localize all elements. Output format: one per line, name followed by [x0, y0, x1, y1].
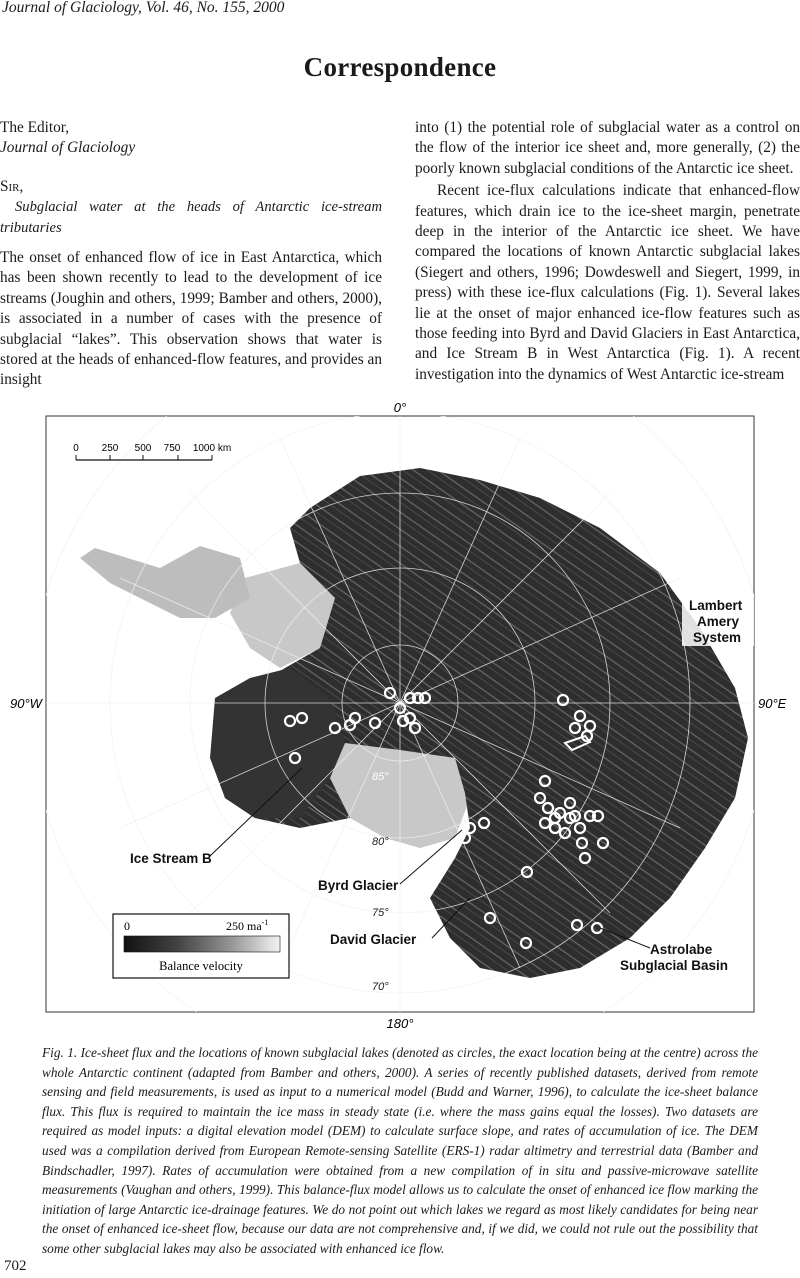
label-lambert-3: System — [693, 630, 742, 645]
scale-tick-500: 500 — [134, 443, 152, 454]
paragraph-1-continued: into (1) the potential role of subglacial water as a control on the flow of the interior ice sheet and, more generally, (2) the poorly known subglacial conditions of the Antarctic ice sheet. — [415, 119, 800, 177]
lat-70-label: 70° — [372, 981, 389, 993]
paragraph-2: Recent ice-flux calculations indicate that enhanced-flow features, which drain ice to the ice-sheet margin, penetrate deep in the interior of the Antarctic ice sheet. We have compared the locations of known Antarctic subglacial lakes (Siegert and others, 1996; Dowdeswell and Siegert, 1999, in press) with these ice-flux calculations (Fig. 1). Several lakes lie at the onset of major enhanced ice-flow features such as those feeding into Byrd and David Glaciers in East Antarctica, and Ice Stream B in West Antarctica (Fig. 1). A recent investigation into the dynamics of West Antarctic ice-stream — [415, 182, 800, 383]
lat-85-label: 85° — [372, 771, 389, 783]
left-column — [0, 118, 382, 391]
paragraph-1: The onset of enhanced flow of ice in East Antarctica, which has been shown recently to lead to the development of ice streams (Joughin and others, 1999; Bamber and others, 2000), is associated in a number of cases with the presence of subglacial “lakes”. This observation shows that water is stored at the heads of enhanced-flow features, and provides an insight — [0, 249, 382, 389]
scale-tick-250: 250 — [101, 443, 119, 454]
salutation: Sir, — [0, 177, 24, 195]
balance-velocity-legend — [113, 914, 289, 978]
journal-name: Journal of Glaciology — [0, 139, 136, 157]
address-block — [0, 118, 382, 159]
lon-90w-label: 90°W — [10, 696, 42, 711]
lat-80-label: 80° — [372, 836, 389, 848]
label-byrd-glacier: Byrd Glacier — [318, 878, 399, 893]
antarctica-map — [0, 398, 800, 1038]
label-astrolabe-1: Astrolabe — [650, 942, 713, 957]
label-lambert-2: Amery — [697, 614, 740, 629]
scale-tick-1000: 1000 km — [192, 443, 232, 454]
lon-180-label: 180° — [386, 1016, 414, 1031]
addressee: The Editor, — [0, 119, 70, 136]
lon-0-label: 0° — [393, 400, 407, 415]
page-number: 702 — [4, 1258, 27, 1274]
legend-min: 0 — [124, 919, 130, 933]
label-david-glacier: David Glacier — [330, 932, 417, 947]
legend-max: 250 $ma^{-1}$ — [226, 918, 269, 933]
journal-header: Journal of Glaciology, Vol. 46, No. 155, 2000 — [2, 0, 285, 16]
section-title: Correspondence — [303, 52, 497, 82]
label-lambert-1: Lambert — [689, 598, 743, 613]
scale-tick-0: 0 — [73, 443, 79, 454]
right-column — [415, 118, 800, 385]
label-astrolabe-2: Subglacial Basin — [620, 958, 729, 973]
scale-tick-750: 750 — [163, 443, 181, 454]
letter-subtitle: Subglacial water at the heads of Antarctic ice-stream tributaries — [0, 199, 382, 236]
lat-75-label: 75° — [372, 907, 389, 919]
label-ice-stream-b: Ice Stream B — [130, 851, 212, 866]
legend-title: Balance velocity — [159, 959, 243, 973]
figure-caption: Fig. 1. Ice-sheet flux and the locations of known subglacial lakes (denoted as circles, the exact location being at the centre) across the whole Antarctic continent (adapted from Bamber and others, 2000). A series of recently published datasets, derived from remote sensing and field measurements, is used as input to a numerical model (Budd and Warner, 1996), to calculate the ice-sheet balance flux. This flux is required to maintain the ice mass in steady state (i.e. where the mass gains equal the losses). Two datasets are required as model inputs: a digital elevation model (DEM) to calculate surface slope, and rates of accumulation of ice. The DEM used was a compilation derived from European Remote-sensing Satellite (ERS-1) radar altimetry and terrestrial data (Bamber and Bindschadler, 1997). Rates of accumulation were obtained from a new compilation of in situ and passive-microwave satellite measurements (Vaughan and others, 1999). This balance-flux model allows us to calculate the onset of enhanced ice flow marking the initiation of large Antarctic ice-drainage features. We do not point out which lakes we regard as most likely candidates for being near the onset of enhanced ice-sheet flow, because our data are not comprehensive and, if we did, we could not rule out the possibility that some other subglacial lakes may also be associated with enhanced ice flow. — [42, 1045, 758, 1256]
lon-90e-label: 90°E — [758, 696, 787, 711]
